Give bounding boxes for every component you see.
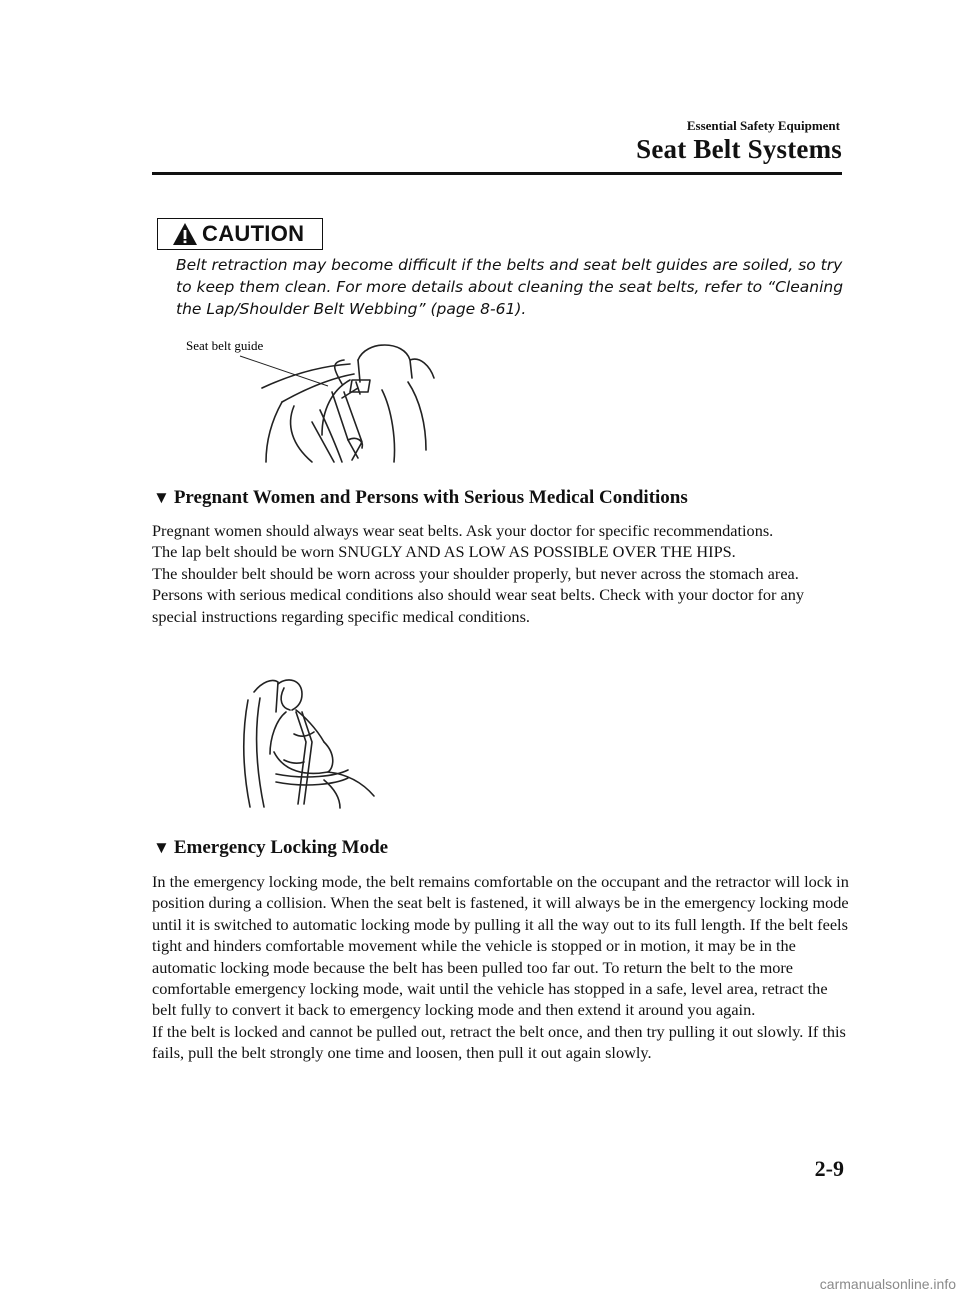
caution-box <box>157 218 323 250</box>
triangle-down-icon: ▼ <box>153 488 170 507</box>
section-heading-emergency-locking: ▼ Emergency Locking Mode <box>153 837 389 858</box>
watermark: carmanualsonline.info <box>819 1276 956 1292</box>
caution-text: Belt retraction may become difficult if the belts and seat belt guides are soiled, so try to keep them clean. For more details about cleaning the seat belts, refer to “Cleaning the Lap/Shoulder Belt Webbing” (page 8-61). <box>176 256 844 318</box>
pregnant-section-body <box>152 520 852 627</box>
caution-label: CAUTION <box>202 221 305 246</box>
section-heading-pregnant: ▼ Pregnant Women and Persons with Serious Medical Conditions <box>153 487 688 508</box>
label-leader-line <box>240 356 328 386</box>
pregnant-woman-seatbelt-figure <box>236 672 386 812</box>
paragraph: If the belt is locked and cannot be pulled out, retract the belt once, and then try pulling it out slowly. If this fails, pull the belt strongly one time and loosen, then pull it out again slowly. <box>152 1021 846 1063</box>
triangle-down-icon: ▼ <box>153 838 170 857</box>
paragraph: The lap belt should be worn SNUGLY AND AS LOW AS POSSIBLE OVER THE HIPS. <box>152 542 736 562</box>
emergency-locking-section-body <box>152 871 852 1064</box>
warning-icon <box>172 222 198 246</box>
seat-belt-guide-label: Seat belt guide <box>186 338 264 353</box>
paragraph: The shoulder belt should be worn across your shoulder properly, but never across the stomach area. <box>152 563 799 583</box>
paragraph: Persons with serious medical conditions also should wear seat belts. Check with your doctor for any special instructions regarding specific medical conditions. <box>152 585 805 626</box>
page-title: Seat Belt Systems <box>636 134 842 164</box>
paragraph: In the emergency locking mode, the belt remains comfortable on the occupant and the retractor will lock in position during a collision. When the seat belt is fastened, it will always be in the emergency locking mode until it is switched to automatic locking mode by pulling it all the way out to its full length. If the belt feels tight and hinders comfortable movement while the vehicle is stopped or in motion, it may be in the automatic locking mode because the belt has been pulled too far out. To return the belt to the more comfortable emergency locking mode, wait until the vehicle has stopped in a safe, level area, retract the belt fully to convert it back to emergency locking mode and then extend it around you again. <box>152 872 849 1020</box>
header-section-label: Essential Safety Equipment <box>686 118 840 133</box>
paragraph: Pregnant women should always wear seat belts. Ask your doctor for specific recommendations. <box>152 521 774 540</box>
header-rule <box>152 172 842 175</box>
page-number: 2-9 <box>814 1156 844 1181</box>
seat-belt-guide-figure <box>182 330 442 470</box>
